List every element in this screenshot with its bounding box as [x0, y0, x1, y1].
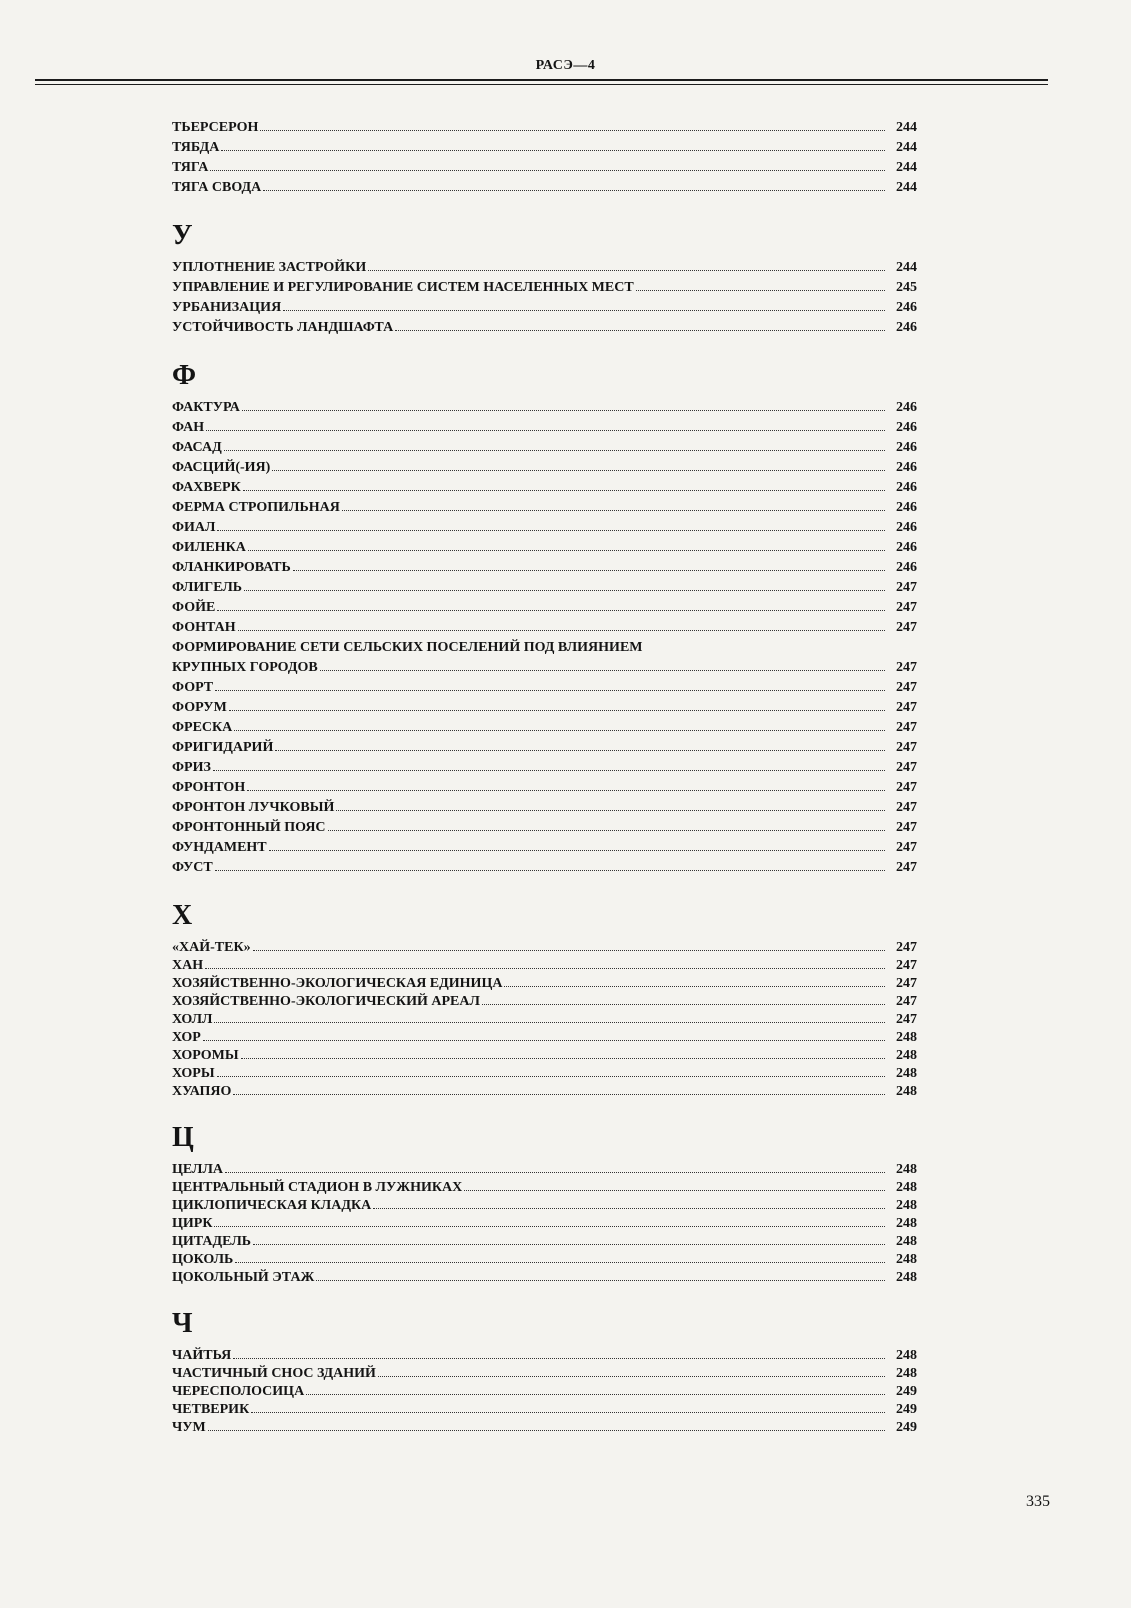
dot-leader — [206, 418, 885, 431]
index-entry — [172, 778, 917, 798]
index-entry — [172, 118, 917, 138]
entry-page: 248 — [896, 1048, 917, 1063]
dot-leader — [217, 1064, 885, 1077]
entry-term: ФРОНТОН ЛУЧКОВЫЙ — [172, 800, 335, 815]
entry-term: КРУПНЫХ ГОРОДОВ — [172, 660, 318, 675]
entry-term: ФЕРМА СТРОПИЛЬНАЯ — [172, 500, 340, 515]
entry-page: 248 — [896, 1270, 917, 1285]
dot-leader — [221, 138, 885, 151]
index-entry — [172, 318, 917, 338]
entry-page: 246 — [896, 420, 917, 435]
page-number: 335 — [1026, 1493, 1050, 1510]
dot-leader — [248, 538, 885, 551]
dot-leader — [320, 658, 885, 671]
entry-term: ХОРОМЫ — [172, 1048, 239, 1063]
dot-leader — [368, 258, 885, 271]
entry-page: 246 — [896, 500, 917, 515]
dot-leader — [241, 1046, 885, 1059]
index-entry — [172, 658, 917, 678]
entry-page: 248 — [896, 1162, 917, 1177]
index-entry — [172, 1400, 917, 1418]
entry-term: ЧАСТИЧНЫЙ СНОС ЗДАНИЙ — [172, 1366, 376, 1381]
index-entry — [172, 498, 917, 518]
entry-term: УСТОЙЧИВОСТЬ ЛАНДШАФТА — [172, 320, 394, 335]
index-entry — [172, 1082, 917, 1100]
index-section — [172, 900, 917, 1100]
entry-page: 247 — [896, 820, 917, 835]
index-entry — [172, 158, 917, 178]
entry-page: 246 — [896, 440, 917, 455]
entry-page: 247 — [896, 780, 917, 795]
entry-page: 246 — [896, 320, 917, 335]
index-entry — [172, 1010, 917, 1028]
dot-leader — [464, 1178, 885, 1191]
entry-term: «ХАЙ-ТЕК» — [172, 940, 251, 955]
dot-leader — [242, 398, 885, 411]
entry-term: ФОЙЕ — [172, 600, 216, 615]
entry-term: ЧУМ — [172, 1420, 206, 1435]
index-entry — [172, 1346, 917, 1364]
entry-page: 244 — [896, 140, 917, 155]
entry-term: ФУСТ — [172, 860, 213, 875]
entry-term: УПЛОТНЕНИЕ ЗАСТРОЙКИ — [172, 260, 367, 275]
entry-page: 247 — [896, 1012, 917, 1027]
entry-term: ТЯБДА — [172, 140, 220, 155]
entry-page: 248 — [896, 1234, 917, 1249]
index-entry — [172, 518, 917, 538]
index-entry — [172, 1382, 917, 1400]
index-entry — [172, 578, 917, 598]
index-entry — [172, 678, 917, 698]
entry-term: ФРИГИДАРИЙ — [172, 740, 274, 755]
index-entry — [172, 138, 917, 158]
dot-leader — [210, 158, 885, 171]
dot-leader — [269, 838, 885, 851]
entry-page: 247 — [896, 580, 917, 595]
dot-leader — [272, 458, 885, 471]
dot-leader — [214, 1214, 885, 1227]
entry-term: ФАХВЕРК — [172, 480, 241, 495]
index-list — [172, 118, 917, 1436]
entry-page: 246 — [896, 300, 917, 315]
entry-term: ФРОНТОННЫЙ ПОЯС — [172, 820, 326, 835]
index-entry — [172, 718, 917, 738]
entry-term: ФРИЗ — [172, 760, 211, 775]
entry-term: ХОЗЯЙСТВЕННО-ЭКОЛОГИЧЕСКИЙ АРЕАЛ — [172, 994, 480, 1009]
dot-leader — [217, 598, 885, 611]
index-entry — [172, 1028, 917, 1046]
entry-page: 244 — [896, 260, 917, 275]
dot-leader — [215, 678, 885, 691]
dot-leader — [316, 1268, 885, 1281]
entry-page: 244 — [896, 120, 917, 135]
dot-leader — [238, 618, 885, 631]
entry-page: 248 — [896, 1030, 917, 1045]
dot-leader — [208, 1418, 885, 1431]
entry-page: 247 — [896, 600, 917, 615]
entry-term: ФОРТ — [172, 680, 214, 695]
entry-term: ФАСЦИЙ(-ИЯ) — [172, 460, 271, 475]
dot-leader — [504, 974, 885, 987]
header-rule-thin — [35, 84, 1048, 85]
entry-term: ТЯГА — [172, 160, 209, 175]
entry-page: 248 — [896, 1216, 917, 1231]
index-entry — [172, 1418, 917, 1436]
index-section — [172, 1122, 917, 1286]
entry-term: ФРЕСКА — [172, 720, 233, 735]
index-section — [172, 220, 917, 338]
entry-page: 244 — [896, 180, 917, 195]
dot-leader — [233, 1346, 885, 1359]
entry-term: ЦОКОЛЬНЫЙ ЭТАЖ — [172, 1270, 315, 1285]
index-entry — [172, 418, 917, 438]
index-entry — [172, 738, 917, 758]
entry-term: ЧАЙТЬЯ — [172, 1348, 232, 1363]
entry-term: ХОЛЛ — [172, 1012, 213, 1027]
running-header: РАСЭ—4 — [535, 58, 596, 73]
dot-leader — [243, 478, 885, 491]
dot-leader — [213, 758, 885, 771]
index-entry — [172, 698, 917, 718]
index-entry — [172, 478, 917, 498]
entry-page: 247 — [896, 860, 917, 875]
entry-term: УРБАНИЗАЦИЯ — [172, 300, 282, 315]
entry-page: 247 — [896, 660, 917, 675]
entry-term: ХОЗЯЙСТВЕННО-ЭКОЛОГИЧЕСКАЯ ЕДИНИЦА — [172, 976, 503, 991]
index-entry — [172, 398, 917, 418]
index-entry — [172, 1268, 917, 1286]
index-entry — [172, 1214, 917, 1232]
dot-leader — [260, 118, 885, 131]
section-letter: У — [172, 220, 193, 251]
entry-term: ХУАПЯО — [172, 1084, 232, 1099]
index-entry — [172, 956, 917, 974]
dot-leader — [636, 278, 885, 291]
entry-page: 247 — [896, 620, 917, 635]
dot-leader — [215, 858, 885, 871]
entry-page: 248 — [896, 1198, 917, 1213]
entry-page: 249 — [896, 1384, 917, 1399]
index-section — [172, 1308, 917, 1436]
entry-term: ЦОКОЛЬ — [172, 1252, 234, 1267]
index-entry — [172, 1178, 917, 1196]
entry-page: 248 — [896, 1366, 917, 1381]
entry-page: 247 — [896, 958, 917, 973]
entry-term: ЦИТАДЕЛЬ — [172, 1234, 252, 1249]
entry-term: ФИЛЕНКА — [172, 540, 246, 555]
entry-term: ХОРЫ — [172, 1066, 215, 1081]
index-entry — [172, 1064, 917, 1082]
index-entry — [172, 438, 917, 458]
entry-term: ФРОНТОН — [172, 780, 246, 795]
index-entry — [172, 992, 917, 1010]
dot-leader — [306, 1382, 885, 1395]
index-entry — [172, 758, 917, 778]
dot-leader — [253, 1232, 885, 1245]
index-entry — [172, 1232, 917, 1250]
dot-leader — [283, 298, 885, 311]
entry-page: 247 — [896, 720, 917, 735]
section-letter: Ч — [172, 1308, 193, 1339]
entry-page: 246 — [896, 460, 917, 475]
entry-page: 247 — [896, 840, 917, 855]
index-entry — [172, 458, 917, 478]
entry-page: 246 — [896, 540, 917, 555]
entry-term: УПРАВЛЕНИЕ И РЕГУЛИРОВАНИЕ СИСТЕМ НАСЕЛЕННЫХ МЕСТ — [172, 280, 634, 295]
index-section — [172, 118, 917, 198]
index-entry — [172, 974, 917, 992]
index-entry — [172, 938, 917, 956]
entry-page: 247 — [896, 800, 917, 815]
index-entry — [172, 1364, 917, 1382]
dot-leader — [235, 1250, 885, 1263]
entry-term: ФОРМИРОВАНИЕ СЕТИ СЕЛЬСКИХ ПОСЕЛЕНИЙ ПОД ВЛИЯНИЕМ — [172, 640, 643, 655]
dot-leader — [293, 558, 885, 571]
index-entry — [172, 258, 917, 278]
section-letter: Ц — [172, 1122, 194, 1153]
dot-leader — [373, 1196, 885, 1209]
entry-term: ФУНДАМЕНТ — [172, 840, 267, 855]
entry-page: 248 — [896, 1348, 917, 1363]
entry-page: 247 — [896, 940, 917, 955]
dot-leader — [645, 639, 886, 651]
dot-leader — [395, 318, 885, 331]
entry-term: ЧЕТВЕРИК — [172, 1402, 250, 1417]
entry-term: ЦИКЛОПИЧЕСКАЯ КЛАДКА — [172, 1198, 372, 1213]
entry-term: ФАН — [172, 420, 205, 435]
dot-leader — [378, 1364, 885, 1377]
index-entry — [172, 598, 917, 618]
header-rule — [35, 79, 1048, 81]
dot-leader — [263, 178, 885, 191]
entry-term: ЦЕЛЛА — [172, 1162, 224, 1177]
entry-page: 246 — [896, 520, 917, 535]
entry-term: ХОР — [172, 1030, 201, 1045]
index-entry — [172, 298, 917, 318]
entry-term: ТЯГА СВОДА — [172, 180, 262, 195]
entry-term: ЦИРК — [172, 1216, 213, 1231]
index-entry — [172, 1250, 917, 1268]
index-entry — [172, 178, 917, 198]
dot-leader — [229, 698, 885, 711]
entry-term: ФАСАД — [172, 440, 222, 455]
entry-term: ФЛАНКИРОВАТЬ — [172, 560, 291, 575]
index-entry — [172, 858, 917, 878]
entry-page: 249 — [896, 1420, 917, 1435]
section-letter: Ф — [172, 360, 197, 391]
entry-page: 246 — [896, 400, 917, 415]
dot-leader — [203, 1028, 885, 1041]
dot-leader — [253, 938, 885, 951]
index-entry — [172, 798, 917, 818]
index-entry — [172, 278, 917, 298]
index-entry — [172, 818, 917, 838]
dot-leader — [214, 1010, 885, 1023]
dot-leader — [342, 498, 885, 511]
dot-leader — [234, 718, 885, 731]
index-entry — [172, 558, 917, 578]
entry-page: 246 — [896, 480, 917, 495]
entry-term: ФИАЛ — [172, 520, 216, 535]
index-entry — [172, 1160, 917, 1178]
entry-page: 247 — [896, 740, 917, 755]
entry-page: 248 — [896, 1180, 917, 1195]
dot-leader — [233, 1082, 885, 1095]
dot-leader — [275, 738, 885, 751]
index-entry — [172, 838, 917, 858]
index-entry — [172, 1196, 917, 1214]
index-entry — [172, 618, 917, 638]
entry-term: ФАКТУРА — [172, 400, 240, 415]
index-section — [172, 360, 917, 878]
dot-leader — [336, 798, 885, 811]
entry-page: 246 — [896, 560, 917, 575]
entry-page: 249 — [896, 1402, 917, 1417]
entry-term: ЧЕРЕСПОЛОСИЦА — [172, 1384, 305, 1399]
dot-leader — [247, 778, 885, 791]
dot-leader — [225, 1160, 885, 1173]
entry-page: 248 — [896, 1084, 917, 1099]
entry-page: 248 — [896, 1252, 917, 1267]
index-entry — [172, 638, 917, 658]
entry-term: ХАН — [172, 958, 204, 973]
entry-page: 247 — [896, 680, 917, 695]
dot-leader — [217, 518, 885, 531]
dot-leader — [244, 578, 885, 591]
entry-page: 244 — [896, 160, 917, 175]
dot-leader — [328, 818, 885, 831]
index-entry — [172, 1046, 917, 1064]
entry-term: ФЛИГЕЛЬ — [172, 580, 243, 595]
dot-leader — [251, 1400, 885, 1413]
entry-term: ФОРУМ — [172, 700, 227, 715]
section-letter: Х — [172, 900, 193, 931]
entry-page: 247 — [896, 760, 917, 775]
entry-term: ФОНТАН — [172, 620, 236, 635]
index-entry — [172, 538, 917, 558]
entry-page: 247 — [896, 994, 917, 1009]
entry-term: ЦЕНТРАЛЬНЫЙ СТАДИОН В ЛУЖНИКАХ — [172, 1180, 463, 1195]
entry-page: 245 — [896, 280, 917, 295]
entry-page: 248 — [896, 1066, 917, 1081]
dot-leader — [224, 438, 885, 451]
entry-term: ТЬЕРСЕРОН — [172, 120, 259, 135]
dot-leader — [482, 992, 885, 1005]
dot-leader — [205, 956, 885, 969]
entry-page: 247 — [896, 700, 917, 715]
entry-page: 247 — [896, 976, 917, 991]
